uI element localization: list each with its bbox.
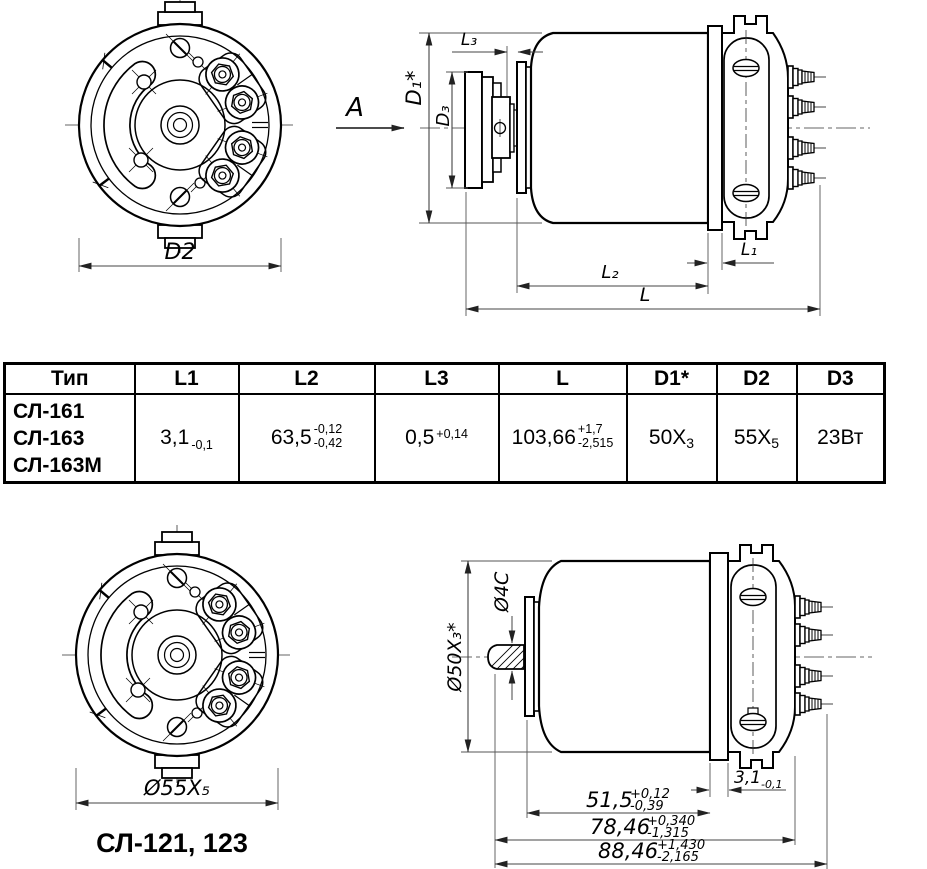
dim-515-sub: -0,39: [630, 799, 664, 814]
l1-dimension-label: L₁: [740, 240, 758, 260]
type-name: СЛ-163М: [13, 453, 102, 477]
table-data-row: [5, 394, 885, 483]
col-header-l2: L2: [239, 364, 375, 395]
l3-dimension-label: L₃: [460, 30, 478, 50]
rear-cap: [728, 545, 795, 768]
spec-table: [3, 362, 886, 484]
col-header-l: L: [499, 364, 627, 395]
flange-ring: [708, 26, 722, 230]
dim-515-value: 51,5: [586, 788, 633, 812]
col-header-d2: D2: [717, 364, 797, 395]
cell-d2: 55X5: [717, 394, 797, 483]
ring-dimension-value: 3,1: [734, 768, 762, 788]
rear-cap: [722, 16, 788, 239]
l-dimension-label: L: [639, 284, 651, 306]
terminals: [795, 596, 833, 715]
cell-types: [5, 394, 135, 483]
col-header-l3: L3: [375, 364, 499, 395]
flange-ring: [710, 553, 728, 760]
coupling: [465, 72, 517, 188]
dim-8846-value: 88,46: [598, 839, 659, 863]
dim-8846-sup: +1,430: [657, 838, 706, 853]
bottom-side-view: [444, 545, 872, 869]
l1-dimension: [687, 233, 774, 294]
terminals: [788, 66, 826, 189]
bottom-front-view: [62, 525, 292, 858]
d1-dimension-label: D₁*: [402, 70, 426, 106]
d2-dimension-label: D2: [164, 240, 196, 265]
model-caption: СЛ-121, 123: [96, 828, 248, 858]
col-header-d3: D3: [797, 364, 885, 395]
cell-l3: 0,5 +0,14: [375, 394, 499, 483]
d3-dimension-label: D₃: [433, 105, 454, 127]
cell-d1: 50X3: [627, 394, 717, 483]
ring-dimension-tol: -0,1: [761, 778, 783, 791]
cell-d3: 23Вт: [797, 394, 885, 483]
cell-l1: 3,1 -0,1: [135, 394, 239, 483]
col-header-l1: L1: [135, 364, 239, 395]
type-name: СЛ-163: [13, 426, 85, 450]
view-a-label: A: [346, 93, 364, 123]
cell-l: 103,66 +1,7 -2,515: [499, 394, 627, 483]
l2-dimension-label: L₂: [601, 262, 619, 283]
cell-l2: 63,5 -0,12 -0,42: [239, 394, 375, 483]
top-front-view: [65, 0, 295, 272]
motor-body: [525, 553, 728, 760]
dim-515-sup: +0,12: [630, 787, 670, 802]
dia55-dimension-label: Ø55X₅: [143, 776, 211, 800]
dia50-dimension-label: Ø50X₃*: [444, 622, 466, 692]
dim-7846-value: 78,46: [590, 815, 651, 839]
table-header-row: [5, 364, 885, 395]
col-header-type: Тип: [5, 364, 135, 395]
type-name: СЛ-161: [13, 399, 85, 423]
dia4-dimension-label: Ø4C: [491, 571, 513, 612]
motor-body: [517, 26, 722, 230]
col-header-d1: D1*: [627, 364, 717, 395]
dim-8846-sub: -2,165: [657, 850, 699, 865]
dim-7846-sup: +0,340: [647, 814, 696, 829]
dim-7846-sub: -1,315: [647, 826, 689, 841]
top-side-view: [336, 16, 870, 316]
